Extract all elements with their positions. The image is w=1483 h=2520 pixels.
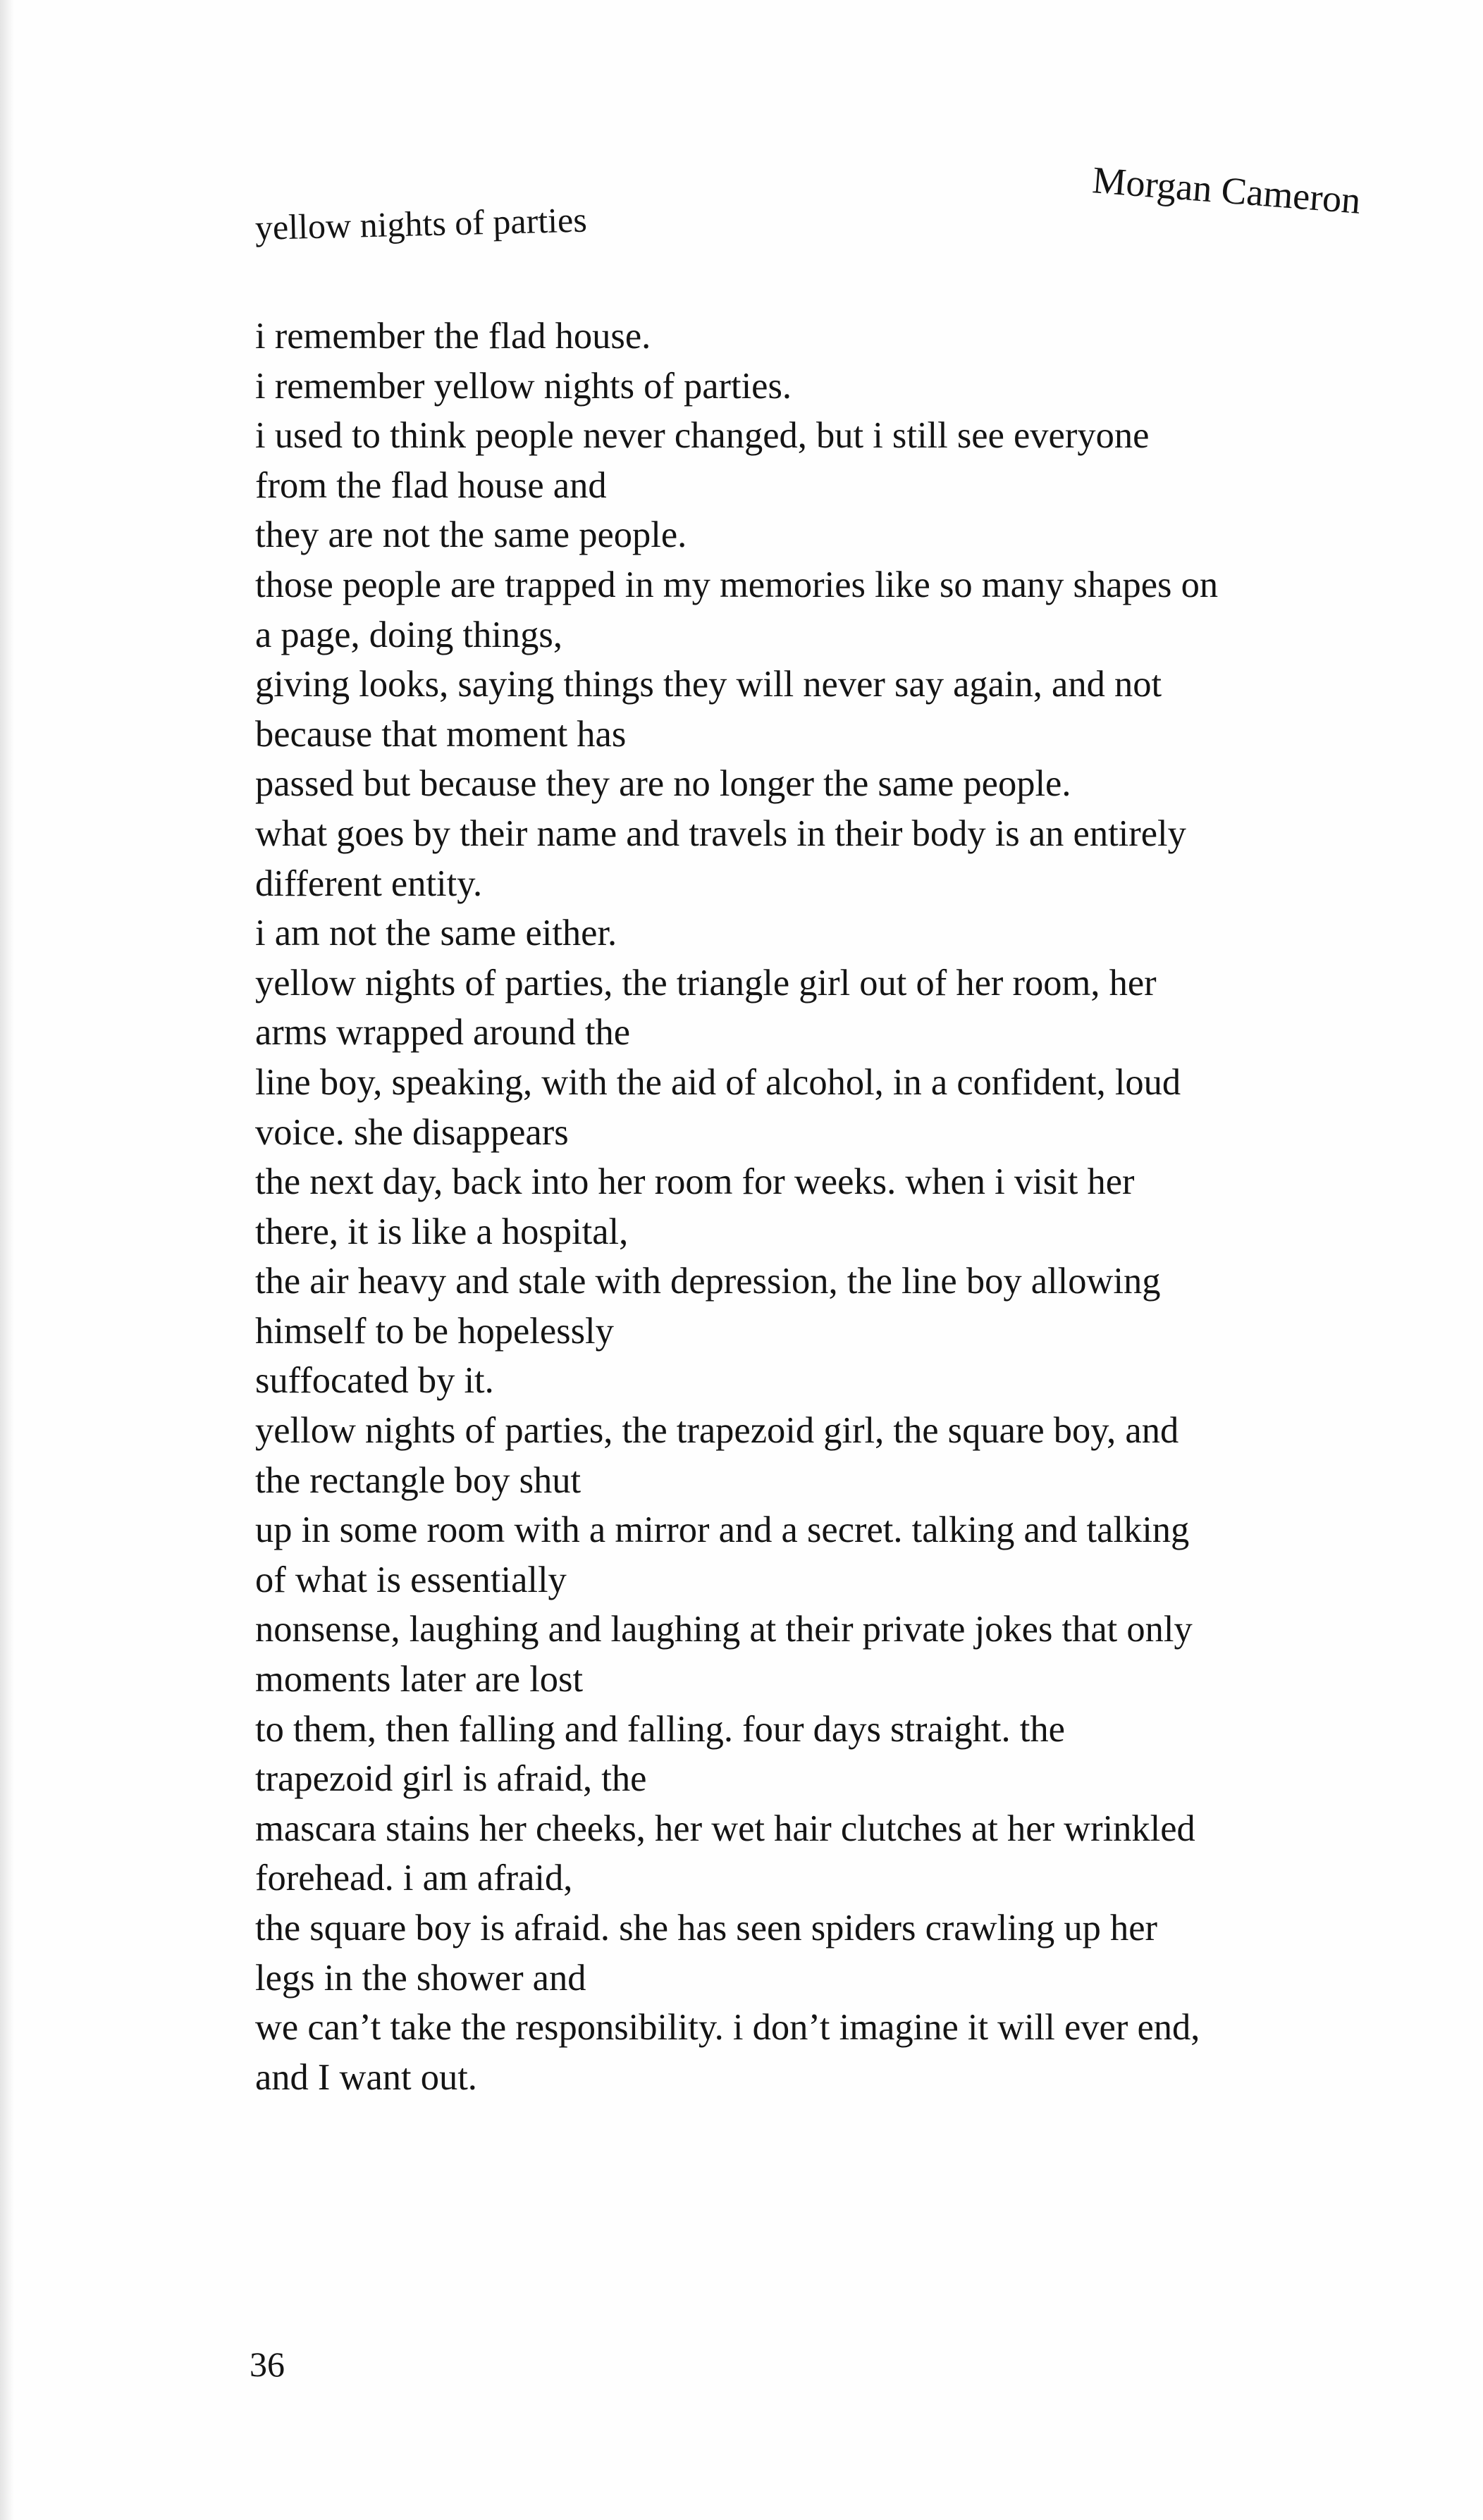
poem-line: they are not the same people. — [255, 514, 687, 556]
poem-line: trapezoid girl is afraid, the — [255, 1758, 647, 1800]
poem-line: moments later are lost — [255, 1659, 584, 1700]
poem-line: the rectangle boy shut — [255, 1459, 581, 1501]
poem-line: giving looks, saying things they will never say again, and not — [255, 664, 1162, 705]
poem-line: nonsense, laughing and laughing at their private jokes that only — [255, 1609, 1193, 1650]
author-name: Morgan Cameron — [1090, 159, 1362, 222]
poem-line: of what is essentially — [255, 1559, 567, 1600]
poem-line: there, it is like a hospital, — [255, 1211, 629, 1252]
poem-line: arms wrapped around the — [255, 1012, 631, 1054]
poem-line: voice. she disappears — [255, 1111, 569, 1153]
poem-line: i am not the same either. — [255, 913, 617, 954]
poem-line: yellow nights of parties, the triangle girl out of her room, her — [255, 962, 1157, 1003]
poem-line: the air heavy and stale with depression, the line boy allowing — [255, 1261, 1161, 1302]
poem-line: a page, doing things, — [255, 614, 562, 655]
poem-line: to them, then falling and falling. four days straight. the — [255, 1708, 1065, 1750]
poem-line: suffocated by it. — [255, 1360, 494, 1402]
poem-line: up in some room with a mirror and a secret. talking and talking — [255, 1509, 1190, 1551]
poem-line: and I want out. — [255, 2056, 477, 2098]
poem-line: those people are trapped in my memories like so many shapes on — [255, 564, 1219, 605]
page-spine-shadow — [0, 0, 14, 2520]
poem-line: forehead. i am afraid, — [255, 1858, 573, 1899]
page-number: 36 — [250, 2345, 285, 2384]
poem-line: the square boy is afraid. she has seen spiders crawling up her — [255, 1908, 1158, 1948]
poem-line: mascara stains her cheeks, her wet hair clutches at her wrinkled — [255, 1808, 1195, 1849]
poem-line: the next day, back into her room for weeks. when i visit her — [255, 1161, 1135, 1203]
poem-body — [255, 311, 1425, 2102]
poem-line: i used to think people never changed, but i still see everyone — [255, 415, 1150, 457]
poem-line: what goes by their name and travels in their body is an entirely — [255, 813, 1186, 854]
poem-line: we can’t take the responsibility. i don’t imagine it will ever end, — [255, 2007, 1200, 2049]
poem-line: line boy, speaking, with the aid of alcohol, in a confident, loud — [255, 1061, 1181, 1103]
poem-line: i remember the flad house. — [255, 316, 651, 357]
poem-line: legs in the shower and — [255, 1957, 586, 1999]
poem-line: himself to be hopelessly — [255, 1310, 614, 1352]
poem-line: i remember yellow nights of parties. — [255, 365, 792, 407]
poem-line: passed but because they are no longer the same people. — [255, 763, 1071, 805]
poem-line: yellow nights of parties, the trapezoid girl, the square boy, and — [255, 1410, 1179, 1452]
poem-line: because that moment has — [255, 713, 627, 755]
poem-line: from the flad house and — [255, 464, 607, 506]
poem-title: yellow nights of parties — [254, 199, 588, 247]
poem-line: different entity. — [255, 863, 483, 904]
